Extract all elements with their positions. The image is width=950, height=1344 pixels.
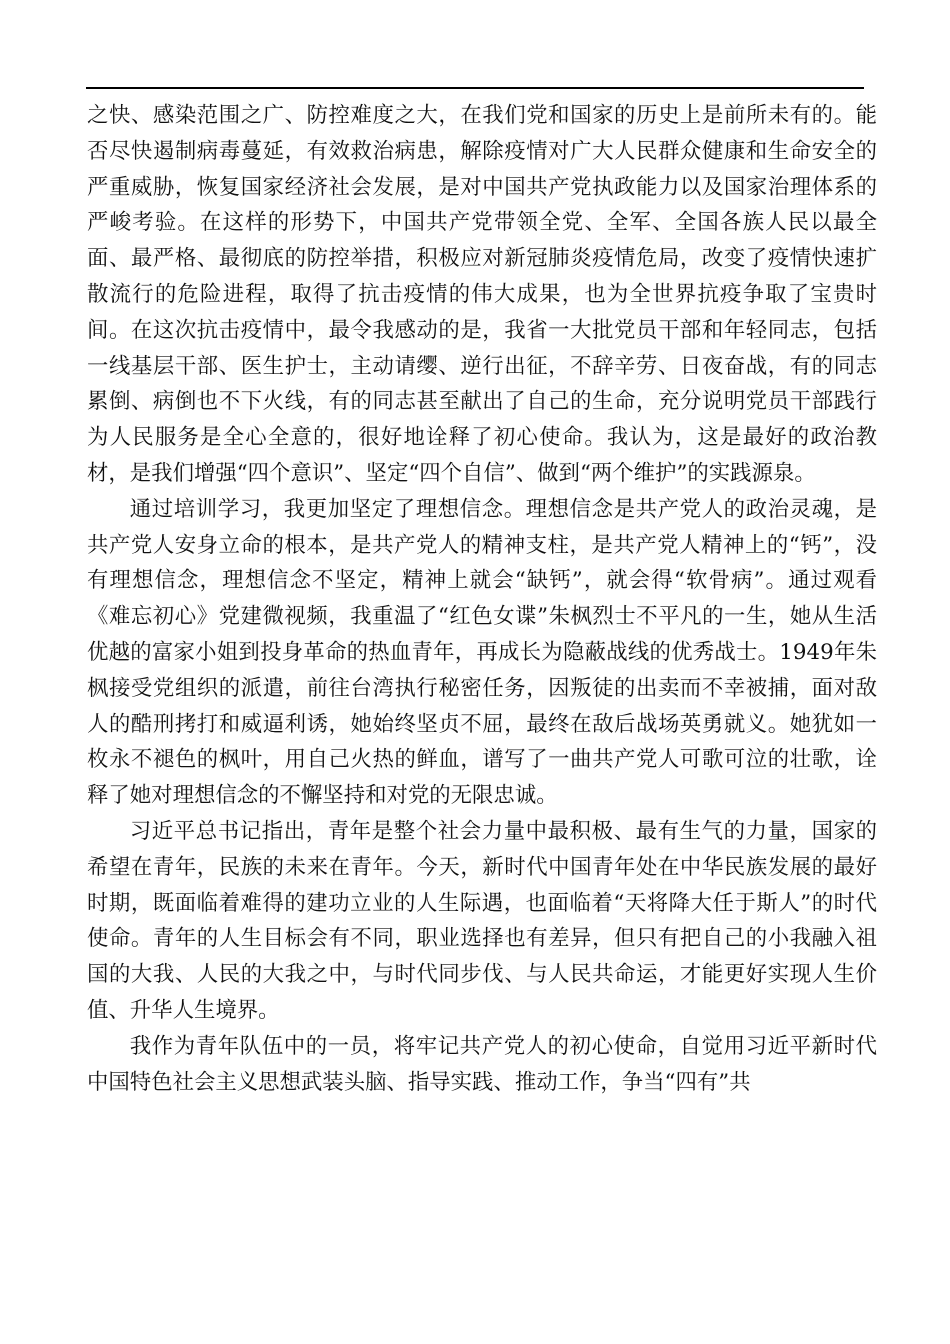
paragraph-continued: 之快、感染范围之广、防控难度之大，在我们党和国家的历史上是前所未有的。能否尽快遏制病毒蔓延，有效救治病患，解除疫情对广大人民群众健康和生命安全的严重威胁，恢复国家经济社会发展，是对中国共产党执政能力以及国家治理体系的严峻考验。在这样的形势下，中国共产党带领全党、全军、全国各族人民以最全面、最严格、最彻底的防控举措，积极应对新冠肺炎疫情危局，改变了疫情快速扩散流行的危险进程，取得了抗击疫情的伟大成果，也为全世界抗疫争取了宝贵时间。在这次抗击疫情中，最令我感动的是，我省一大批党员干部和年轻同志，包括一线基层干部、医生护士，主动请缨、逆行出征，不辞辛劳、日夜奋战，有的同志累倒、病倒也不下火线，有的同志甚至献出了自己的生命，充分说明党员干部践行为人民服务是全心全意的，很好地诠释了初心使命。我认为，这是最好的政治教材，是我们增强“四个意识”、坚定“四个自信”、做到“两个维护”的实践源泉。: [87, 103, 877, 486]
paragraph-ideals: 通过培训学习，我更加坚定了理想信念。理想信念是共产党人的政治灵魂，是共产党人安身立命的根本，是共产党人的精神支柱，是共产党人精神上的“钙”，没有理想信念，理想信念不坚定，精神上就会“缺钙”，就会得“软骨病”。通过观看《难忘初心》党建微视频，我重温了“红色女谍”朱枫烈士不平凡的一生，她从生活优越的富家小姐到投身革命的热血青年，再成长为隐蔽战线的优秀战士。1949年朱枫接受党组织的派遣，前往台湾执行秘密任务，因叛徒的出卖而不幸被捕，面对敌人的酷刑拷打和威逼利诱，她始终坚贞不屈，最终在敌后战场英勇就义。她犹如一枚永不褪色的枫叶，用自己火热的鲜血，谱写了一曲共产党人可歌可泣的壮歌，诠释了她对理想信念的不懈坚持和对党的无限忠诚。: [87, 496, 877, 809]
header-rule: [86, 87, 864, 89]
paragraph-commitment: 我作为青年队伍中的一员，将牢记共产党人的初心使命，自觉用习近平新时代中国特色社会主义思想武装头脑、指导实践、推动工作，争当“四有”共: [87, 1033, 877, 1095]
paragraph-youth: 习近平总书记指出，青年是整个社会力量中最积极、最有生气的力量，国家的希望在青年，民族的未来在青年。今天，新时代中国青年处在中华民族发展的最好时期，既面临着难得的建功立业的人生际遇，也面临着“天将降大任于斯人”的时代使命。青年的人生目标会有不同，职业选择也有差异，但只有把自己的小我融入祖国的大我、人民的大我之中，与时代同步伐、与人民共命运，才能更好实现人生价值、升华人生境界。: [87, 818, 877, 1023]
document-body: [87, 98, 877, 1100]
